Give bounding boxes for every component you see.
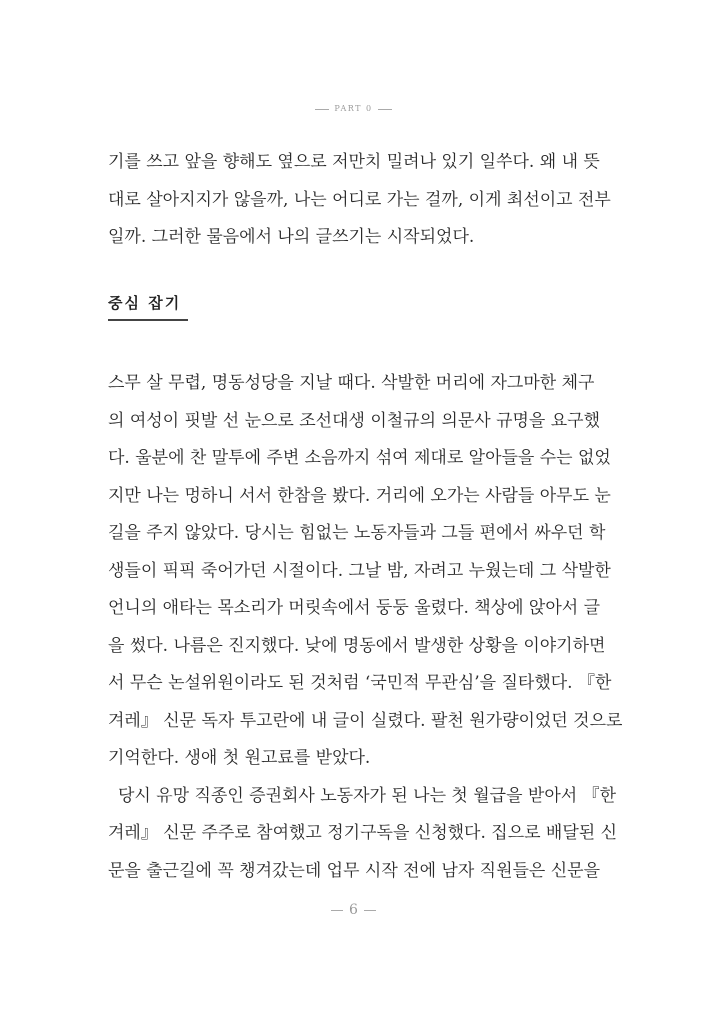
- text-line: 대로 살아지지가 않을까, 나는 어디로 가는 걸까, 이게 최선이고 전부: [108, 189, 611, 210]
- divider: [378, 109, 392, 110]
- text-line: 겨레』 신문 독자 투고란에 내 글이 실렸다. 팔천 원가량이었던 것으로: [108, 710, 623, 731]
- text-line: 기억한다. 생애 첫 원고료를 받았다.: [108, 748, 371, 768]
- running-head-text: PART 0: [334, 104, 373, 113]
- text-line: 다. 울분에 찬 말투에 주변 소음까지 섞여 제대로 알아들을 수는 없었: [108, 448, 611, 468]
- text-line: 스무 살 무렵, 명동성당을 지날 때다. 삭발한 머리에 자그마한 체구: [108, 373, 595, 393]
- divider: [315, 109, 329, 110]
- text-line: 지만 나는 멍하니 서서 한참을 봤다. 거리에 오가는 사람들 아무도 눈: [108, 485, 611, 506]
- text-line: 서 무슨 논설위원이라도 된 것처럼 ‘국민적 무관심’을 질타했다. 『한: [108, 673, 612, 693]
- body-paragraph-1: [108, 365, 623, 890]
- text-line: 당시 유망 직종인 증권회사 노동자가 된 나는 첫 월급을 받아서 『한: [118, 785, 617, 806]
- text-line: 생들이 픽픽 죽어가던 시절이다. 그날 밤, 자려고 누웠는데 그 삭발한: [108, 560, 611, 581]
- intro-paragraph: [108, 144, 611, 257]
- text-line: 겨레』 신문 주주로 참여했고 정기구독을 신청했다. 집으로 배달된 신: [108, 823, 618, 843]
- section-heading: 중심 잡기: [108, 292, 188, 321]
- text-line: 길을 주지 않았다. 당시는 힘없는 노동자들과 그들 편에서 싸우던 학: [108, 523, 606, 543]
- text-line: 문을 출근길에 꼭 챙겨갔는데 업무 시작 전에 남자 직원들은 신문을: [108, 860, 601, 881]
- running-head: [0, 104, 707, 113]
- divider: [331, 910, 343, 911]
- page-number-text: 6: [349, 902, 358, 918]
- text-line: 을 썼다. 나름은 진지했다. 낮에 명동에서 발생한 상황을 이야기하면: [108, 635, 606, 656]
- text-line: 의 여성이 핏발 선 눈으로 조선대생 이철규의 의문사 규명을 요구했: [108, 410, 601, 431]
- text-line: 언니의 애타는 목소리가 머릿속에서 둥둥 울렸다. 책상에 앉아서 글: [108, 598, 601, 618]
- text-line: 기를 쓰고 앞을 향해도 옆으로 저만치 밀려나 있기 일쑤다. 왜 내 뜻: [108, 152, 600, 172]
- page-number: [0, 902, 707, 918]
- divider: [364, 910, 376, 911]
- text-line: 일까. 그러한 물음에서 나의 글쓰기는 시작되었다.: [108, 227, 475, 247]
